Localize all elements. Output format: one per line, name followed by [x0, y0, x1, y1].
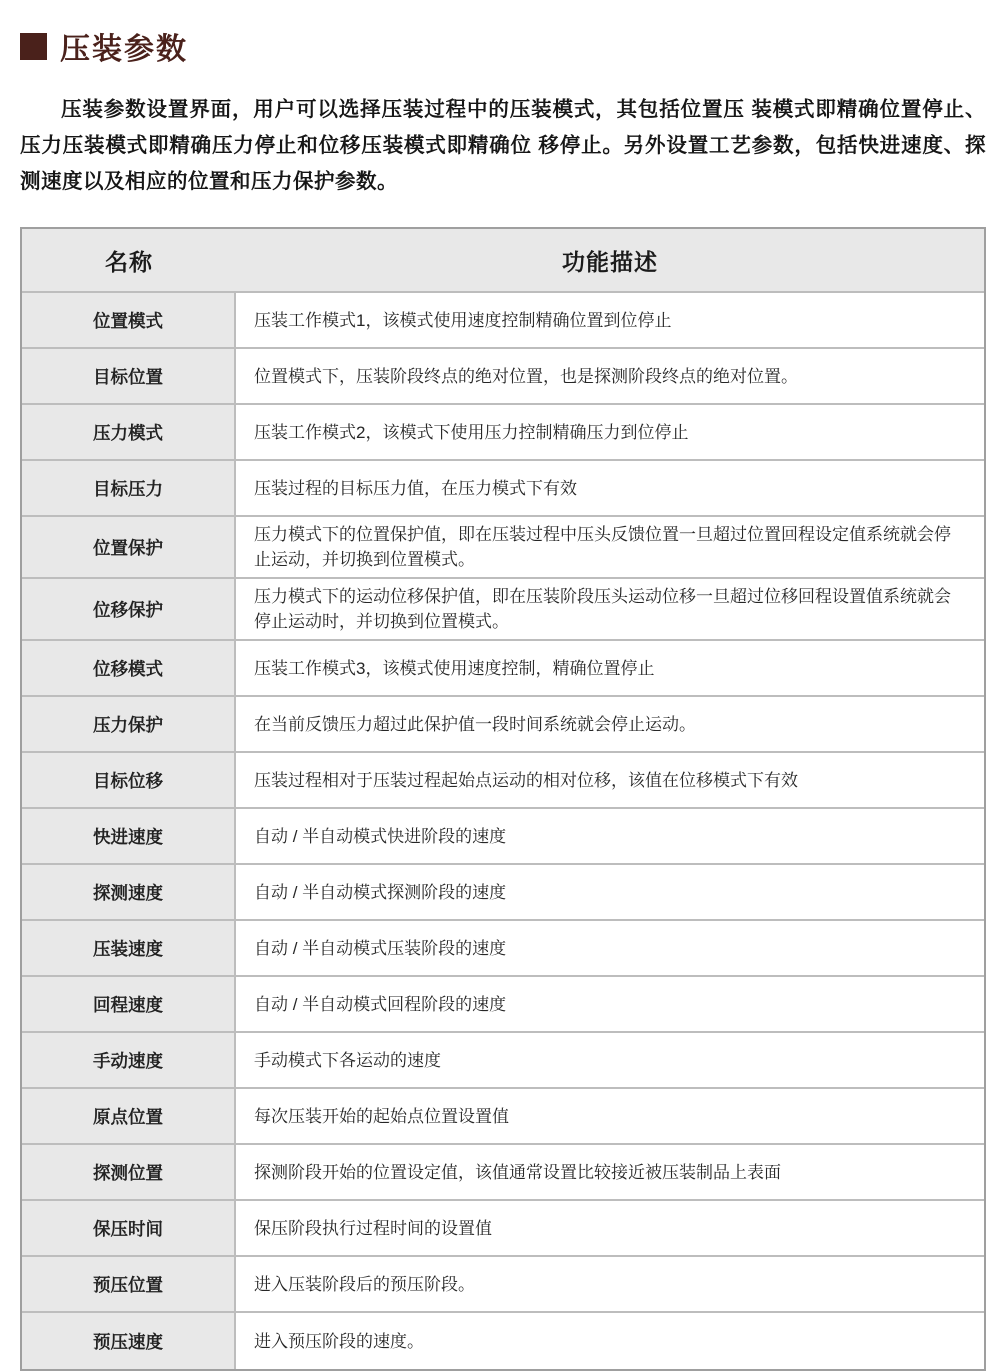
table-row — [22, 405, 984, 461]
parameter-description-cell: 自动 / 半自动模式探测阶段的速度 — [236, 865, 984, 919]
parameter-name-cell: 压力保护 — [22, 697, 236, 751]
parameter-description-cell: 自动 / 半自动模式快进阶段的速度 — [236, 809, 984, 863]
table-row — [22, 293, 984, 349]
parameter-name-cell: 原点位置 — [22, 1089, 236, 1143]
parameter-description-cell: 压力模式下的运动位移保护值，即在压装阶段压头运动位移一旦超过位移回程设置值系统就会停止运动时，并切换到位置模式。 — [236, 579, 984, 639]
table-row — [22, 697, 984, 753]
table-row — [22, 977, 984, 1033]
parameter-description-cell: 位置模式下，压装阶段终点的绝对位置，也是探测阶段终点的绝对位置。 — [236, 349, 984, 403]
table-row — [22, 921, 984, 977]
parameter-description-cell: 自动 / 半自动模式回程阶段的速度 — [236, 977, 984, 1031]
intro-paragraph: 压装参数设置界面，用户可以选择压装过程中的压装模式，其包括位置压 装模式即精确位置停止、压力压装模式即精确压力停止和位移压装模式即精确位 移停止。另外设置工艺参数，包括快进速度、探测速度以及相应的位置和压力保护参数。 — [20, 98, 986, 193]
parameter-name-cell: 目标压力 — [22, 461, 236, 515]
table-row — [22, 1313, 984, 1369]
parameter-name-cell: 快进速度 — [22, 809, 236, 863]
page-title: 压装参数 — [60, 33, 188, 66]
parameter-description-cell: 压力模式下的位置保护值，即在压装过程中压头反馈位置一旦超过位置回程设定值系统就会停止运动，并切换到位置模式。 — [236, 517, 984, 577]
column-header-description: 功能描述 — [562, 248, 658, 275]
parameter-description-cell: 进入预压阶段的速度。 — [236, 1313, 984, 1369]
parameter-description-cell: 压装过程相对于压装过程起始点运动的相对位移，该值在位移模式下有效 — [236, 753, 984, 807]
parameter-name-cell: 探测位置 — [22, 1145, 236, 1199]
parameter-description-cell: 每次压装开始的起始点位置设置值 — [236, 1089, 984, 1143]
section-title — [20, 24, 986, 68]
table-row — [22, 517, 984, 579]
parameter-description-cell: 在当前反馈压力超过此保护值一段时间系统就会停止运动。 — [236, 697, 984, 751]
parameter-description-cell: 压装过程的目标压力值，在压力模式下有效 — [236, 461, 984, 515]
parameter-description-cell: 压装工作模式1，该模式使用速度控制精确位置到位停止 — [236, 293, 984, 347]
parameter-description-cell: 压装工作模式2，该模式下使用压力控制精确压力到位停止 — [236, 405, 984, 459]
parameter-name-cell: 保压时间 — [22, 1201, 236, 1255]
table-row — [22, 1089, 984, 1145]
table-row — [22, 1033, 984, 1089]
parameter-description-cell: 保压阶段执行过程时间的设置值 — [236, 1201, 984, 1255]
table-row — [22, 1145, 984, 1201]
table-row — [22, 865, 984, 921]
parameter-name-cell: 目标位置 — [22, 349, 236, 403]
parameter-name-cell: 压装速度 — [22, 921, 236, 975]
parameter-name-cell: 压力模式 — [22, 405, 236, 459]
square-bullet-icon — [20, 33, 47, 60]
table-row — [22, 461, 984, 517]
parameter-description-cell: 自动 / 半自动模式压装阶段的速度 — [236, 921, 984, 975]
parameter-table — [20, 227, 986, 1371]
parameter-name-cell: 目标位移 — [22, 753, 236, 807]
parameter-name-cell: 位移保护 — [22, 579, 236, 639]
parameter-name-cell: 探测速度 — [22, 865, 236, 919]
parameter-description-cell: 压装工作模式3，该模式使用速度控制，精确位置停止 — [236, 641, 984, 695]
table-body — [22, 293, 984, 1369]
table-row — [22, 349, 984, 405]
parameter-name-cell: 位移模式 — [22, 641, 236, 695]
parameter-description-cell: 手动模式下各运动的速度 — [236, 1033, 984, 1087]
parameter-name-cell: 手动速度 — [22, 1033, 236, 1087]
parameter-name-cell: 预压位置 — [22, 1257, 236, 1311]
table-row — [22, 641, 984, 697]
table-header-row — [22, 229, 984, 293]
parameter-name-cell: 位置模式 — [22, 293, 236, 347]
parameter-description-cell: 探测阶段开始的位置设定值，该值通常设置比较接近被压装制品上表面 — [236, 1145, 984, 1199]
table-row — [22, 1257, 984, 1313]
parameter-name-cell: 回程速度 — [22, 977, 236, 1031]
parameter-name-cell: 预压速度 — [22, 1313, 236, 1369]
column-header-name: 名称 — [105, 248, 153, 275]
table-row — [22, 579, 984, 641]
table-row — [22, 753, 984, 809]
table-row — [22, 1201, 984, 1257]
table-row — [22, 809, 984, 865]
parameter-description-cell: 进入压装阶段后的预压阶段。 — [236, 1257, 984, 1311]
parameter-name-cell: 位置保护 — [22, 517, 236, 577]
